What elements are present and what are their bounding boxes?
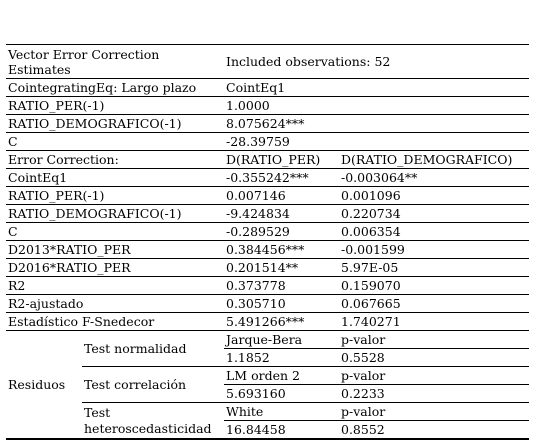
ec-row-name: R2-ajustado [6,295,224,313]
coint-row-value: 8.075624*** [224,115,529,133]
ec-row-v1: -9.424834 [224,205,339,223]
ec-row-v2: 0.159070 [339,277,529,295]
table-header-row [6,45,529,79]
ec-row [6,223,529,241]
ec-row-name: D2013*RATIO_PER [6,241,224,259]
test-p-label: p-valor [339,403,529,421]
ec-row-v1: -0.289529 [224,223,339,241]
test-stat-label: Jarque-Bera [224,331,339,349]
coint-row-name: RATIO_DEMOGRAFICO(-1) [6,115,224,133]
residuos-label-table [6,331,224,439]
ec-row-v1: 0.305710 [224,295,339,313]
test-stat-label: LM orden 2 [224,367,339,385]
residuos-row [6,331,529,440]
ec-row-v1: 0.201514** [224,259,339,277]
coint-header-row [6,79,529,97]
ec-row-v2: 1.740271 [339,313,529,331]
coint-row [6,133,529,151]
coint-row-name: RATIO_PER(-1) [6,97,224,115]
ec-row-v2: 0.067665 [339,295,529,313]
ec-row-name: RATIO_DEMOGRAFICO(-1) [6,205,224,223]
residuos-label: Residuos [6,331,82,439]
ec-row [6,241,529,259]
test-p-label: p-valor [339,367,529,385]
test-name-line1: Test normalidad [84,340,187,356]
ec-row-name: RATIO_PER(-1) [6,187,224,205]
ec-row [6,205,529,223]
test-stat-value: 5.693160 [224,385,339,403]
ec-header-row [6,151,529,169]
residuos-block [6,331,224,440]
ec-row [6,277,529,295]
ec-row-v2: 0.220734 [339,205,529,223]
ec-col2-header: D(RATIO_DEMOGRAFICO) [339,151,529,169]
coint-label: CointegratingEq: Largo plazo [6,79,224,97]
ec-row-v1: -0.355242*** [224,169,339,187]
ec-label: Error Correction: [6,151,224,169]
residuos-values-block [224,331,529,440]
ec-row-name: Estadístico F-Snedecor [6,313,224,331]
test-p-label: p-valor [339,331,529,349]
table-title-line1: Vector Error Correction [8,46,160,62]
test-name-line1: Test [84,404,111,420]
coint-row [6,97,529,115]
ec-row-v1: 0.384456*** [224,241,339,259]
test-p-value: 0.5528 [339,349,529,367]
test-p-value: 0.8552 [339,421,529,439]
test-stat-value: 1.1852 [224,349,339,367]
ec-row [6,169,529,187]
ec-row-v2: -0.001599 [339,241,529,259]
coint-eq-name: CointEq1 [224,79,529,97]
included-observations: Included observations: 52 [224,45,529,79]
ec-row-v1: 5.491266*** [224,313,339,331]
test-name [82,403,224,439]
test-name-line1: Test correlación [84,376,187,392]
test-stat-label: White [224,403,339,421]
test-name [82,367,224,403]
ec-row-name: R2 [6,277,224,295]
ec-row [6,259,529,277]
ec-col1-header: D(RATIO_PER) [224,151,339,169]
ec-row-name: CointEq1 [6,169,224,187]
ec-row [6,313,529,331]
coint-row-name: C [6,133,224,151]
ec-row [6,295,529,313]
coint-row-value: -28.39759 [224,133,529,151]
table-title [6,45,224,79]
test-p-value: 0.2233 [339,385,529,403]
ec-row-v2: -0.003064** [339,169,529,187]
residuos-values-table [224,331,529,439]
ec-row-name: D2016*RATIO_PER [6,259,224,277]
coint-row [6,115,529,133]
ec-row-v1: 0.373778 [224,277,339,295]
ec-row-v2: 0.006354 [339,223,529,241]
vec-results-table [6,44,529,440]
vec-results-table-wrapper [6,44,529,440]
test-name-line2: heteroscedasticidad [84,420,212,436]
test-stat-value: 16.84458 [224,421,339,439]
ec-row-name: C [6,223,224,241]
ec-row-v1: 0.007146 [224,187,339,205]
ec-row-v2: 5.97E-05 [339,259,529,277]
coint-row-value: 1.0000 [224,97,529,115]
ec-row [6,187,529,205]
test-name [82,331,224,367]
ec-row-v2: 0.001096 [339,187,529,205]
table-title-line2: Estimates [8,61,71,77]
